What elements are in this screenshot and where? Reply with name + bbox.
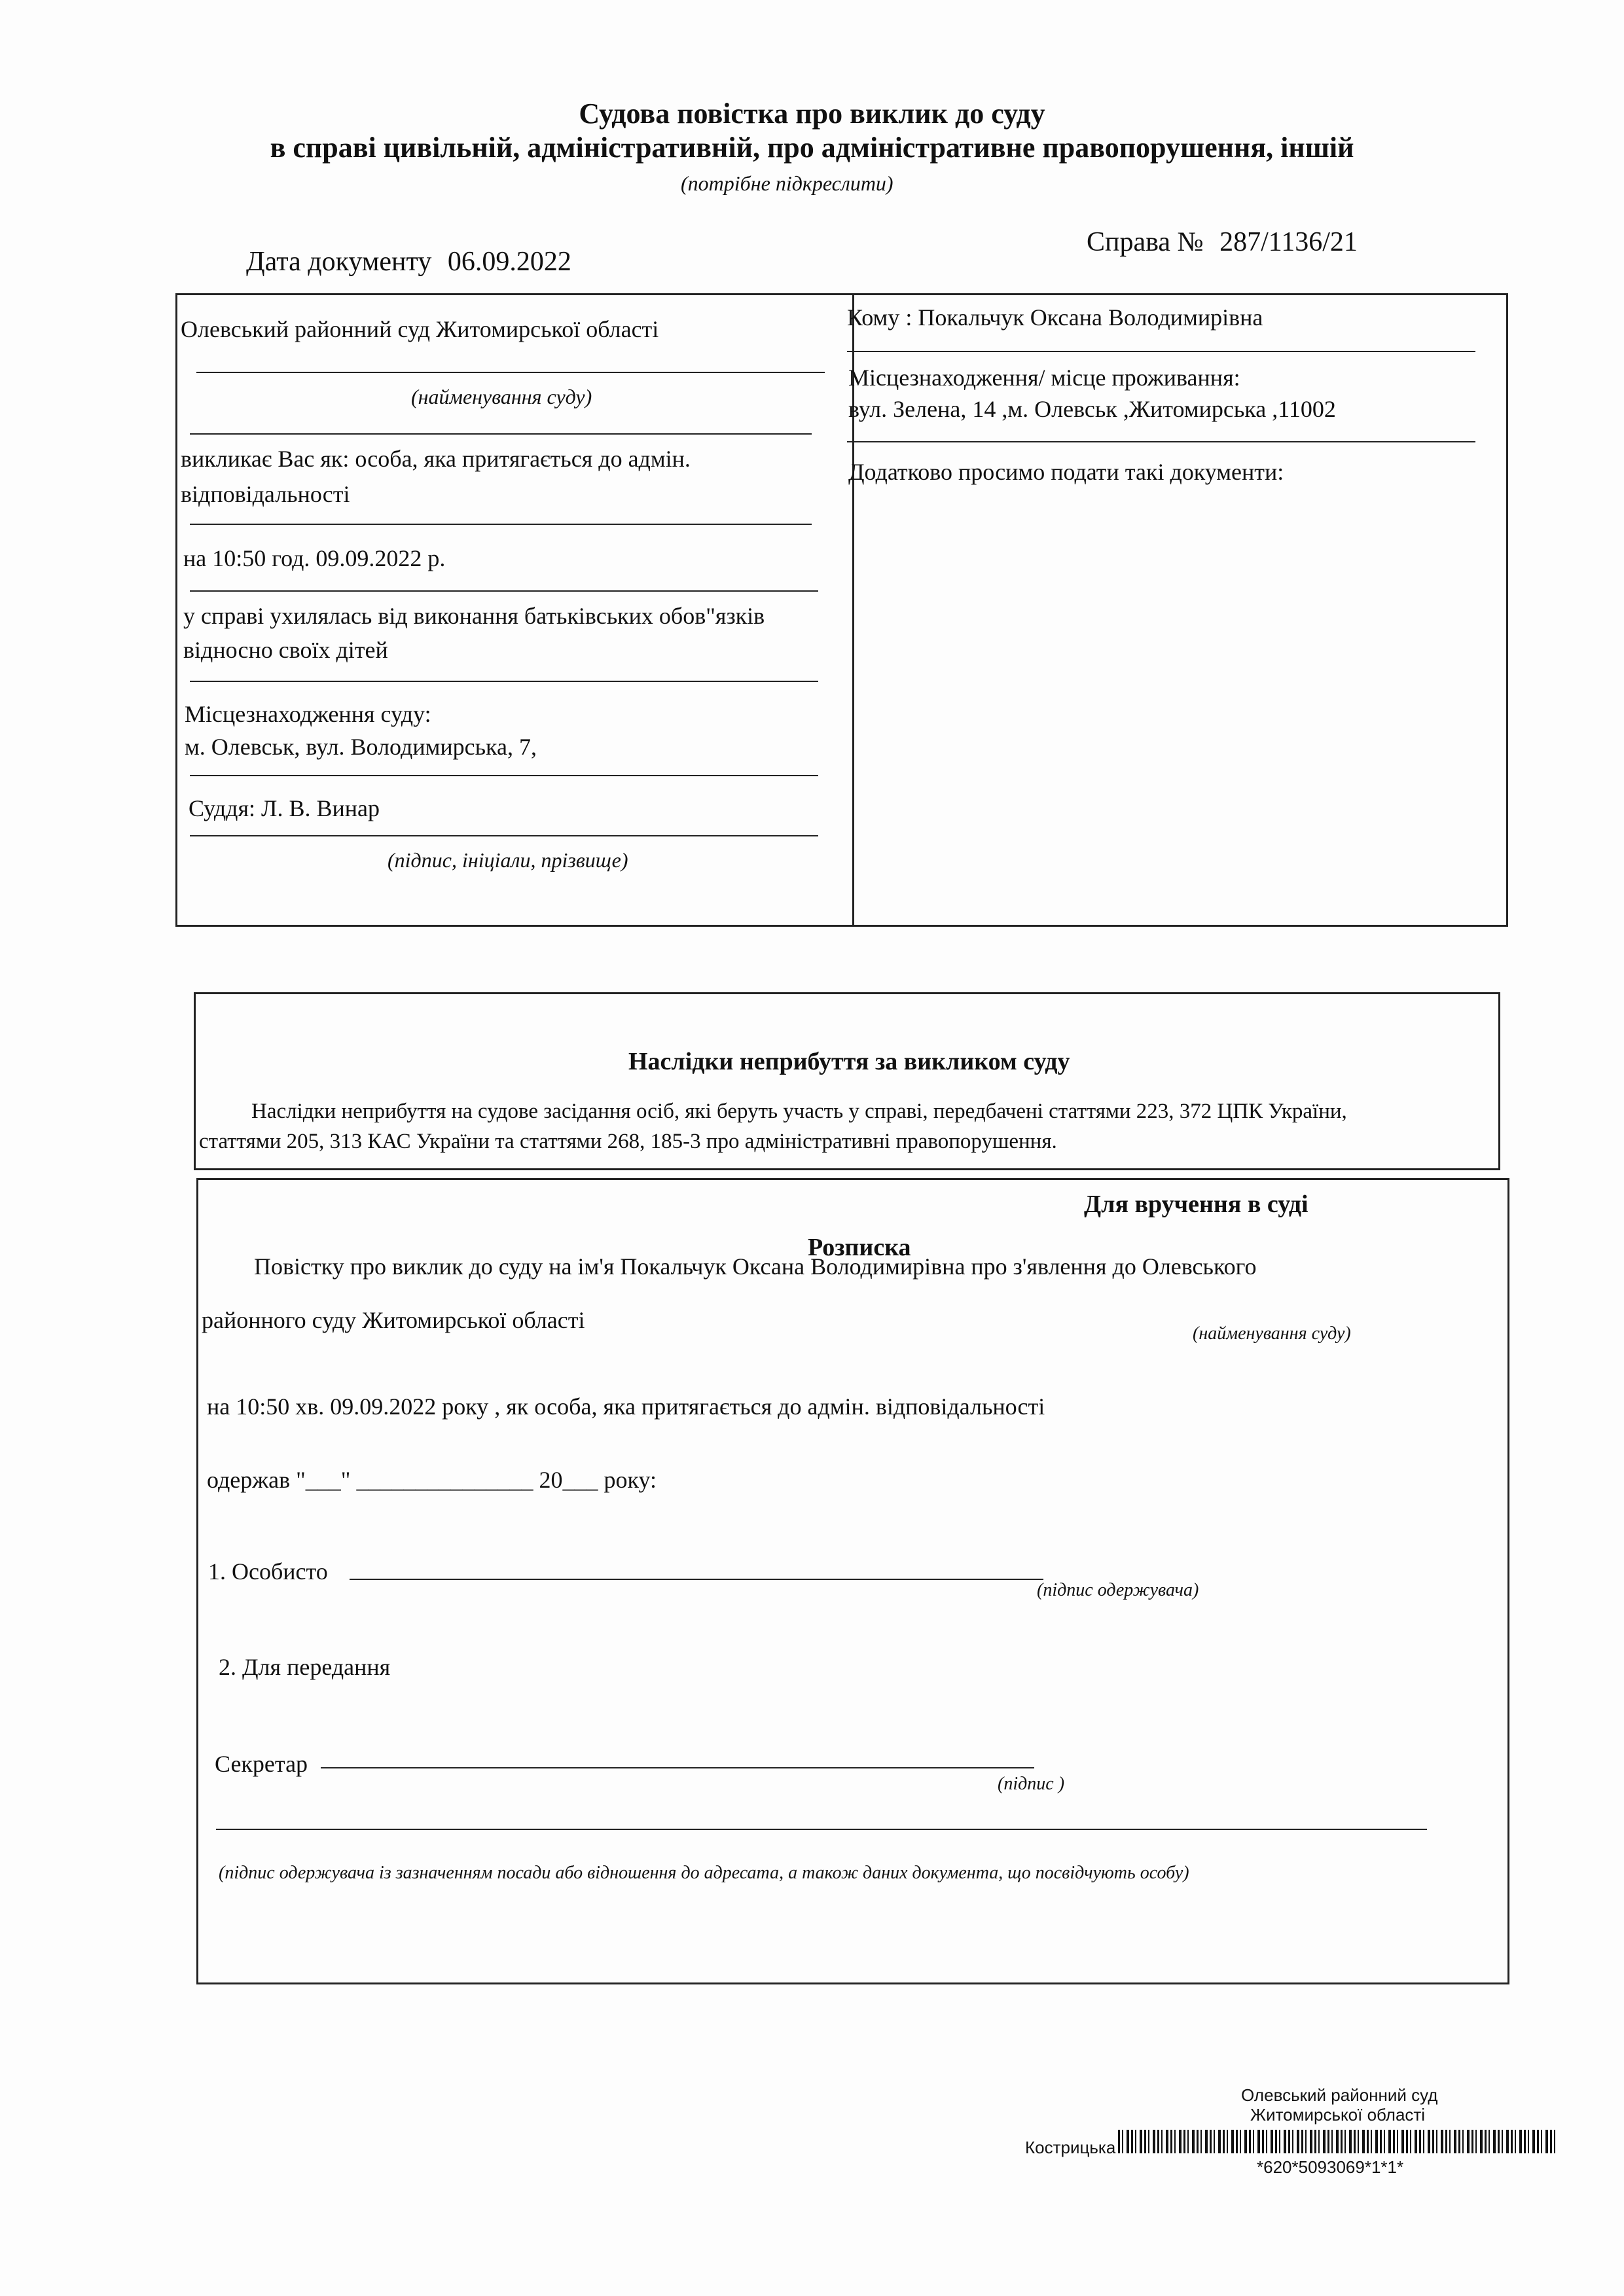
hearing-time: на 10:50 год. 09.09.2022 р. — [183, 545, 446, 571]
consequences-text-2: статтями 205, 313 КАС України та статтями 268, 185-3 про адміністративні правопорушення. — [199, 1130, 1057, 1153]
consequences-text-1: Наслідки неприбуття на судове засідання осіб, які беруть участь у справі, передбачені статтями 223, 372 ЦПК України, — [251, 1100, 1347, 1123]
date-value: 06.09.2022 — [447, 247, 571, 277]
personal-label: 1. Особисто — [208, 1558, 328, 1585]
receipt-line-1: Повістку про виклик до суду на ім'я Покальчук Оксана Володимирівна про з'явлення до Олевського — [254, 1253, 1257, 1280]
case-number — [1087, 226, 1358, 258]
secretary-sign-note: (підпис ) — [998, 1774, 1065, 1794]
personal-sign-line — [350, 1579, 1043, 1580]
case-subject-line-1: у справі ухилялась від виконання батьківських обов"язків — [183, 603, 765, 629]
underline-note: (потрібне підкреслити) — [681, 171, 893, 195]
documents-request: Додатково просимо подати такі документи: — [848, 459, 1284, 485]
residence-line — [847, 441, 1475, 442]
footer-court-line-1: Олевський районний суд — [1241, 2085, 1438, 2105]
calls-as-line-1: викликає Вас як: особа, яка притягається до адмін. — [181, 446, 691, 472]
case-label: Справа № — [1087, 227, 1204, 257]
separator-4 — [190, 681, 818, 682]
consequences-title: Наслідки неприбуття за викликом суду — [628, 1048, 1070, 1075]
separator-2 — [190, 524, 812, 525]
received-line: одержав "___" _______________ 20___ року: — [207, 1467, 657, 1493]
title-line-2: в справі цивільній, адміністративній, про адміністративне правопорушення, іншій — [270, 132, 1354, 164]
receipt-court-note: (найменування суду) — [1193, 1323, 1351, 1344]
recipient-sign-note: (підпис одержувача) — [1037, 1580, 1199, 1600]
document-date — [246, 246, 571, 278]
receipt-title: Розписка — [808, 1234, 911, 1261]
case-value: 287/1136/21 — [1219, 227, 1358, 257]
title-line-1: Судова повістка про виклик до суду — [579, 98, 1045, 130]
judge: Суддя: Л. В. Винар — [189, 795, 380, 821]
court-name-note: (найменування суду) — [411, 385, 592, 408]
date-label: Дата документу — [246, 247, 432, 277]
receipt-line-3: на 10:50 хв. 09.09.2022 року , як особа, яка притягається до адмін. відповідальності — [207, 1393, 1045, 1420]
bottom-note: (підпис одержувача із зазначенням посади або відношення до адресата, а також даних документа, що посвідчують особу) — [219, 1863, 1189, 1883]
clerk-name: Кострицька — [1025, 2138, 1116, 2157]
recipient: Кому : Покальчук Оксана Володимирівна — [847, 304, 1263, 331]
calls-as-line-2: відповідальності — [181, 481, 350, 507]
judge-line — [190, 835, 818, 836]
secretary-sign-line — [321, 1767, 1034, 1768]
footer-court-line-2: Житомирської області — [1250, 2105, 1426, 2125]
court-location-label: Місцезнаходження суду: — [185, 701, 431, 727]
for-transfer-label: 2. Для передання — [219, 1654, 391, 1680]
recipient-line — [847, 351, 1475, 352]
secretary-label: Секретар — [215, 1751, 308, 1777]
receipt-line-2: районного суду Житомирської області — [202, 1307, 585, 1333]
separator-3 — [190, 590, 818, 592]
for-delivery-label: Для вручення в суді — [1084, 1191, 1308, 1218]
case-subject-line-2: відносно своїх дітей — [183, 637, 388, 663]
judge-note: (підпис, ініціали, прізвище) — [388, 848, 628, 872]
separator-5 — [190, 775, 818, 776]
separator-1 — [190, 433, 812, 435]
barcode — [1118, 2130, 1558, 2153]
residence-label: Місцезнаходження/ місце проживання: — [848, 365, 1240, 391]
bottom-sign-line — [216, 1829, 1427, 1830]
court-name: Олевський районний суд Житомирської області — [181, 316, 659, 342]
court-name-line — [196, 372, 825, 373]
barcode-text: *620*5093069*1*1* — [1257, 2157, 1404, 2177]
court-location-value: м. Олевськ, вул. Володимирська, 7, — [185, 734, 537, 760]
residence-value: вул. Зелена, 14 ,м. Олевськ ,Житомирська ,11002 — [848, 396, 1336, 422]
